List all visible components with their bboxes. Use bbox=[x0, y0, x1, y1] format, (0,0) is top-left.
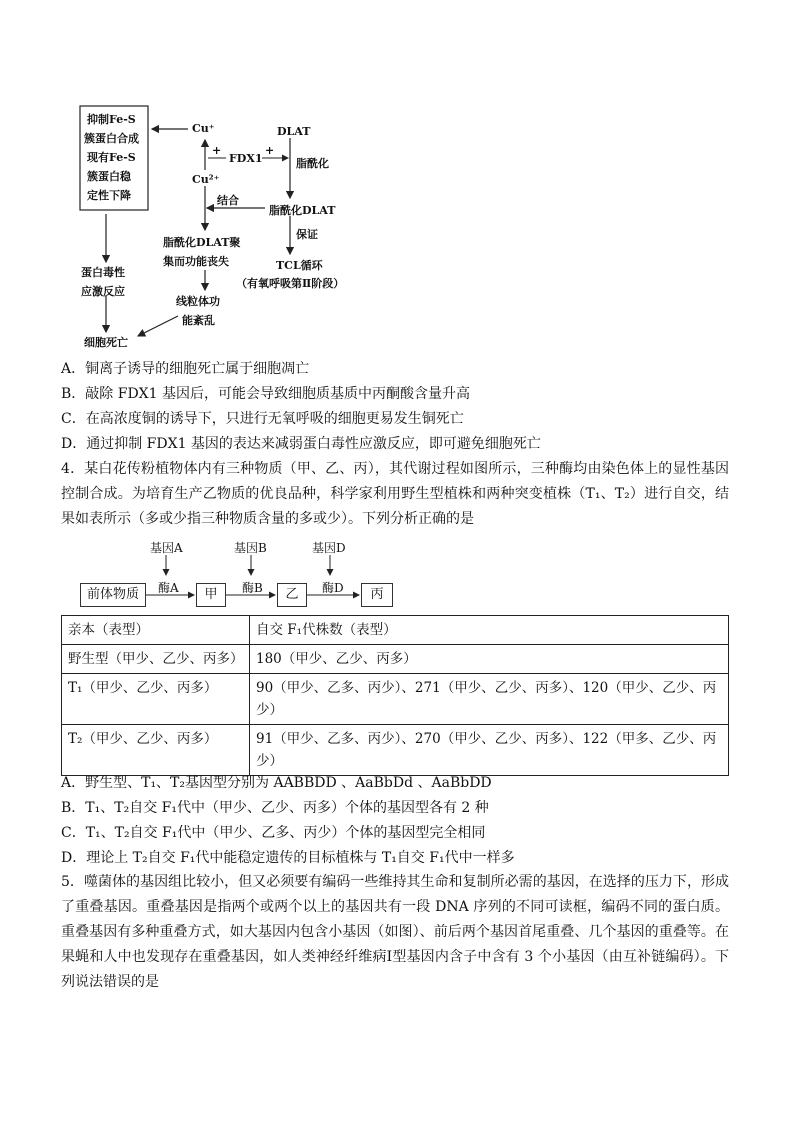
gene-d-label: 基因D bbox=[312, 541, 346, 555]
enzyme-d-label: 酶D bbox=[322, 581, 344, 595]
table-cell: 91（甲少、乙多、丙少）、270（甲少、乙少、丙多）、122（甲多、乙少、丙少） bbox=[250, 725, 729, 776]
q4-stem: 4．某白花传粉植物体内有三种物质（甲、乙、丙），其代谢过程如图所示，三种酶均由染色体上的显性基因控制合成。为培育生产乙物质的优良品种，科学家利用野生型植株和两种突变植株（T₁、T₂）进行自交，结果如表所示（多或少指三种物质含量的多或少）。下列分析正确的是 bbox=[61, 461, 729, 527]
table-header-cell: 亲本（表型） bbox=[62, 616, 250, 645]
enzyme-b-label: 酶B bbox=[242, 581, 263, 595]
q3-option-b: B．敲除 FDX1 基因后，可能会导致细胞质基质中丙酮酸含量升高 bbox=[61, 386, 470, 402]
q3-option-c: C．在高浓度铜的诱导下，只进行无氧呼吸的细胞更易发生铜死亡 bbox=[61, 411, 464, 427]
q5-stem: 5．噬菌体的基因组比较小，但又必须要有编码一些维持其生命和复制所必需的基因，在选择的压力下，形成了重叠基因。重叠基因是指两个或两个以上的基因共有一段 DNA 序列的不同可读框，编码不同的蛋白质。重叠基因有多种重叠方式，如大基因内包含小基因（如图）、前后两个基因首尾重叠、几个基因的重叠等。在果蝇和人中也发现存在重叠基因，如人类神经纤维病Ⅰ型基因内含子中含有 3 个小基因（由互补链编码）。下列说法错误的是 bbox=[61, 874, 729, 990]
enzyme-a-label: 酶A bbox=[158, 581, 179, 595]
table-cell: T₂（甲少、乙少、丙多） bbox=[62, 725, 250, 776]
gene-b-label: 基因B bbox=[234, 541, 267, 555]
table-header-cell: 自交 F₁代株数（表型） bbox=[250, 616, 729, 645]
jia-box: 甲 bbox=[196, 583, 226, 607]
plus-sign-2: + bbox=[265, 144, 275, 157]
cu-plus-label: Cu⁺ bbox=[192, 122, 215, 135]
table-row bbox=[62, 674, 729, 725]
q4-option-d: D．理论上 T₂自交 F₁代中能稳定遗传的目标植株与 T₁自交 F₁代中一样多 bbox=[61, 850, 515, 866]
box-text-4: 簇蛋白稳 bbox=[87, 170, 131, 183]
table-cell: 90（甲少、乙多、丙少）、271（甲少、乙少、丙多）、120（甲少、乙少、丙少） bbox=[250, 674, 729, 725]
table-header-row bbox=[62, 616, 729, 645]
mito-label-1: 线粒体功 bbox=[176, 295, 220, 308]
tcl-note: （有氧呼吸第Ⅱ阶段） bbox=[236, 277, 345, 290]
aggregation-label-2: 集而功能丧失 bbox=[163, 255, 229, 268]
box-text-3: 现有Fe-S bbox=[87, 151, 136, 164]
table-row bbox=[62, 645, 729, 674]
yi-box: 乙 bbox=[277, 583, 307, 607]
q3-option-a: A．铜离子诱导的细胞死亡属于细胞凋亡 bbox=[61, 361, 310, 377]
q4-option-a: A．野生型、T₁、T₂基因型分别为 AABBDD 、AaBbDd 、AaBbDD bbox=[61, 775, 492, 791]
table-row bbox=[62, 725, 729, 776]
box-text-1: 抑制Fe-S bbox=[87, 113, 136, 126]
bind-label: 结合 bbox=[217, 194, 239, 207]
plus-sign-1: + bbox=[212, 144, 222, 157]
q4-option-c: C．T₁、T₂自交 F₁代中（甲少、乙多、丙少）个体的基因型完全相同 bbox=[61, 825, 486, 841]
mito-label-2: 能紊乱 bbox=[182, 314, 215, 327]
table-cell: 野生型（甲少、乙少、丙多） bbox=[62, 645, 250, 674]
q3-option-d: D．通过抑制 FDX1 基因的表达来减弱蛋白毒性应激反应，即可避免细胞死亡 bbox=[61, 436, 541, 452]
death-label: 细胞死亡 bbox=[84, 336, 128, 349]
tcl-label: TCL循环 bbox=[276, 259, 323, 272]
stress-label-2: 应激反应 bbox=[81, 285, 125, 298]
table-cell: 180（甲少、乙少、丙多） bbox=[250, 645, 729, 674]
cu2-plus-label: Cu²⁺ bbox=[192, 173, 220, 186]
box-text-2: 簇蛋白合成 bbox=[84, 132, 139, 145]
precursor-box: 前体物质 bbox=[80, 583, 146, 607]
guarantee-label: 保证 bbox=[296, 228, 318, 241]
metabolic-pathway bbox=[0, 535, 794, 613]
table-cell: T₁（甲少、乙少、丙多） bbox=[62, 674, 250, 725]
copper-death-diagram bbox=[0, 0, 794, 352]
fdx1-label: FDX1 bbox=[229, 152, 263, 165]
lipo-dlat-label: 脂酰化DLAT bbox=[269, 204, 336, 217]
aggregation-label-1: 脂酰化DLAT聚 bbox=[163, 236, 241, 249]
selfing-results-table bbox=[61, 615, 729, 776]
stress-label-1: 蛋白毒性 bbox=[81, 266, 125, 279]
dlat-label: DLAT bbox=[277, 125, 311, 138]
gene-a-label: 基因A bbox=[150, 541, 183, 555]
lipoylation-label: 脂酰化 bbox=[296, 157, 329, 170]
box-text-5: 定性下降 bbox=[87, 189, 131, 202]
q4-option-b: B．T₁、T₂自交 F₁代中（甲少、乙少、丙多）个体的基因型各有 2 种 bbox=[61, 800, 489, 816]
bing-box: 丙 bbox=[361, 583, 393, 607]
